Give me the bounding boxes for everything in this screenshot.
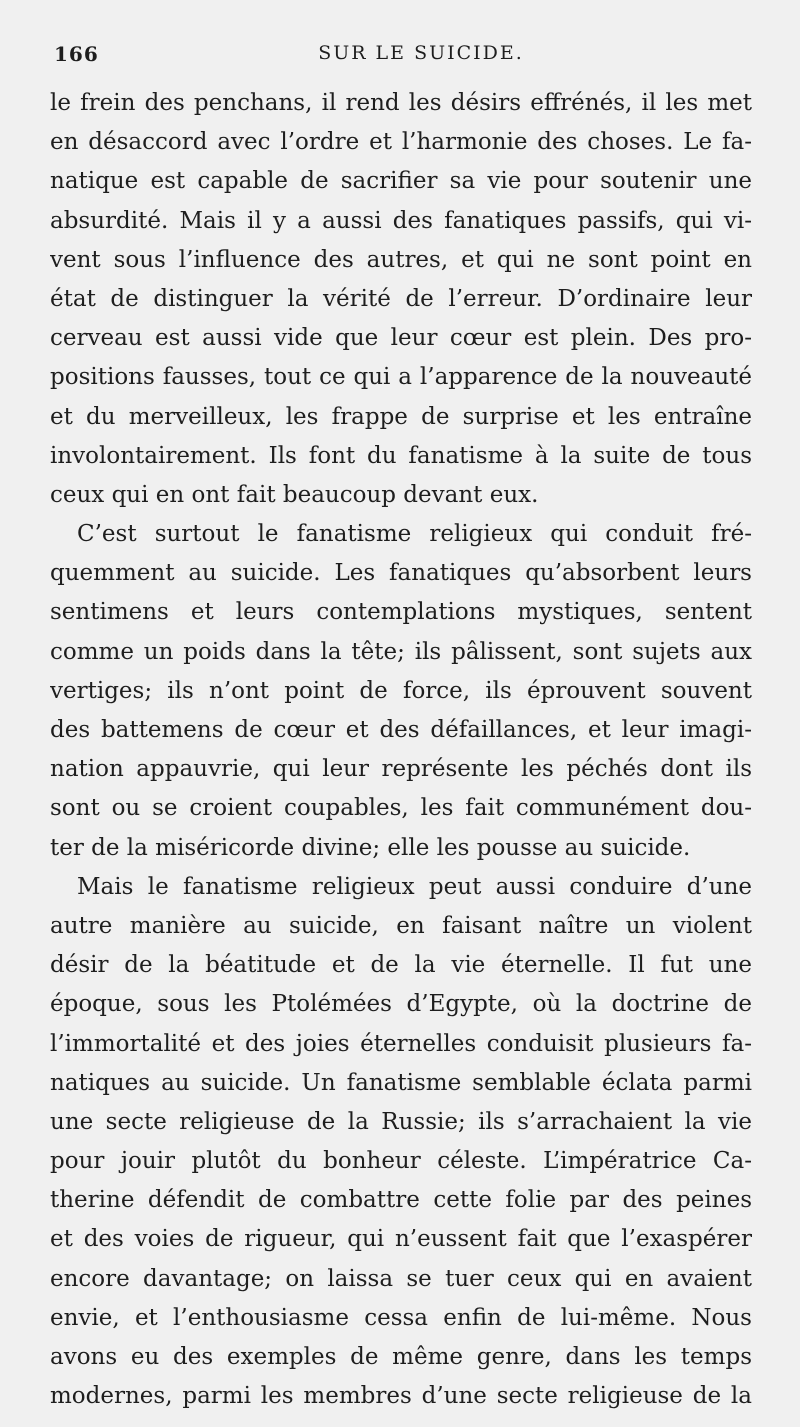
text-line: pour jouir plutôt du bonheur céleste. L’impératrice Ca-: [50, 1148, 752, 1175]
text-line: nation appauvrie, qui leur représente les péchés dont ils: [50, 756, 752, 783]
text-line: ter de la miséricorde divine; elle les pousse au suicide.: [50, 834, 691, 861]
text-line: désir de la béatitude et de la vie éternelle. Il fut une: [50, 952, 752, 979]
text-line: vent sous l’influence des autres, et qui ne sont point en: [50, 246, 752, 273]
text-line: therine défendit de combattre cette folie par des peines: [50, 1187, 752, 1214]
running-title: SUR LE SUICIDE.: [318, 42, 524, 64]
text-line: époque, sous les Ptolémées d’Egypte, où la doctrine de: [50, 991, 752, 1018]
text-line: l’immortalité et des joies éternelles conduisit plusieurs fa-: [50, 1030, 752, 1057]
text-line: autre manière au suicide, en faisant naître un violent: [50, 912, 752, 939]
text-line: en désaccord avec l’ordre et l’harmonie des choses. Le fa-: [50, 129, 752, 156]
text-line: sentimens et leurs contemplations mystiques, sentent: [50, 599, 752, 626]
text-line: des battemens de cœur et des défaillances, et leur imagi-: [50, 717, 752, 743]
text-line: encore davantage; on laissa se tuer ceux qui en avaient: [50, 1265, 752, 1292]
text-line: avons eu des exemples de même genre, dans les temps: [50, 1344, 752, 1370]
text-line: et des voies de rigueur, qui n’eussent fait que l’exaspérer: [50, 1226, 752, 1253]
text-line: modernes, parmi les membres d’une secte religieuse de la: [50, 1383, 752, 1410]
text-line: involontairement. Ils font du fanatisme à la suite de tous: [50, 442, 752, 469]
text-line: cerveau est aussi vide que leur cœur est plein. Des pro-: [50, 325, 752, 352]
page-number: 166: [54, 42, 99, 66]
text-line: natique est capable de sacrifier sa vie pour soutenir une: [50, 168, 752, 195]
text-line: absurdité. Mais il y a aussi des fanatiques passifs, qui vi-: [50, 207, 752, 234]
page-header: [50, 36, 752, 76]
text-line: le frein des penchans, il rend les désirs effrénés, il les met: [50, 90, 752, 116]
body-text: [50, 84, 752, 1416]
text-line: natiques au suicide. Un fanatisme semblable éclata parmi: [50, 1069, 752, 1096]
text-line: positions fausses, tout ce qui a l’apparence de la nouveauté: [50, 364, 752, 391]
text-line: sont ou se croient coupables, les fait communément dou-: [50, 795, 752, 822]
text-line: une secte religieuse de la Russie; ils s’arrachaient la vie: [50, 1108, 752, 1135]
text-line: vertiges; ils n’ont point de force, ils éprouvent souvent: [50, 677, 752, 704]
text-line: état de distinguer la vérité de l’erreur. D’ordinaire leur: [50, 285, 752, 312]
paragraph-first-line: C’est surtout le fanatisme religieux qui conduit fré-: [77, 521, 752, 548]
paragraph-first-line: Mais le fanatisme religieux peut aussi conduire d’une: [77, 873, 752, 900]
text-line: ceux qui en ont fait beaucoup devant eux.: [50, 481, 539, 508]
text-line: envie, et l’enthousiasme cessa enfin de lui-même. Nous: [50, 1304, 752, 1331]
text-line: quemment au suicide. Les fanatiques qu’absorbent leurs: [50, 560, 752, 587]
text-line: comme un poids dans la tête; ils pâlissent, sont sujets aux: [50, 638, 752, 665]
text-line: et du merveilleux, les frappe de surprise et les entraîne: [50, 403, 752, 430]
